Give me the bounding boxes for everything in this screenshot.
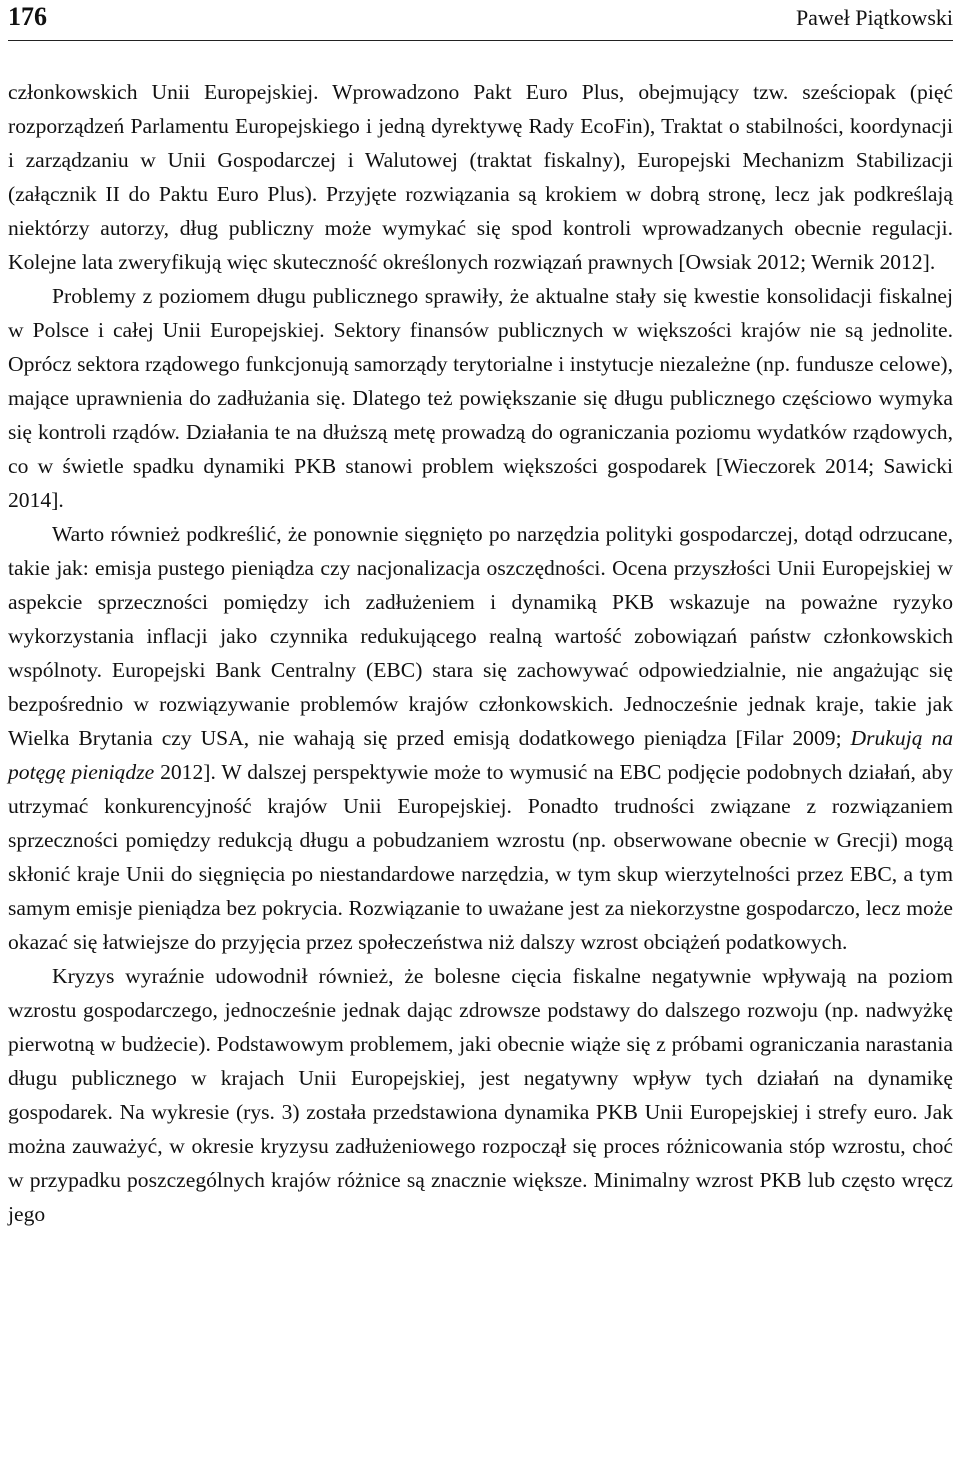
paragraph-3-text-after-italic: 2012]. W dalszej perspektywie może to wymusić na EBC podjęcie podobnych działań, aby utrzymać konkurencyjność krajów Unii Europejskiej. Ponadto trudności związane z rozwiązaniem sprzeczności pomiędzy redukcją długu a pobudzaniem wzrostu (np. obserwowane obecnie w Grecji) mogą skłonić kraje Unii do sięgnięcia po niestandardowe narzędzia, w tym skup wierzytelności przez EBC, a tym samym emisje pieniądza bez pokrycia. Rozwiązanie to uważane jest za niekorzystne gospodarczo, lecz może okazać się łatwiejsze do przyjęcia przez społeczeństwa niż dalszy wzrost obciążeń podatkowych.	[8, 760, 953, 954]
paragraph-2: Problemy z poziomem długu publicznego sprawiły, że aktualne stały się kwestie konsolidacji fiskalnej w Polsce i całej Unii Europejskiej. Sektory finansów publicznych w większości krajów nie są jednolite. Oprócz sektora rządowego funkcjonują samorządy terytorialne i instytucje niezależne (np. fundusze celowe), mające uprawnienia do zadłużania się. Dlatego też powiększanie się długu publicznego częściowo wymyka się kontroli rządów. Działania te na dłuższą metę prowadzą do ograniczania poziomu wydatków rządowych, co w świetle spadku dynamiki PKB stanowi problem większości gospodarek [Wieczorek 2014; Sawicki 2014].	[8, 284, 953, 512]
paragraph-3-text-before-italic: Warto również podkreślić, że ponownie sięgnięto po narzędzia polityki gospodarczej, dotąd odrzucane, takie jak: emisja pustego pieniądza czy nacjonalizacja oszczędności. Ocena przyszłości Unii Europejskiej w aspekcie sprzeczności pomiędzy ich zadłużeniem i dynamiką PKB wskazuje na poważne ryzyko wykorzystania inflacji jako czynnika redukującego realną wartość zobowiązań państw członkowskich wspólnoty. Europejski Bank Centralny (EBC) stara się zachowywać odpowiedzialnie, nie angażując się bezpośrednio w rozwiązywanie problemów krajów członkowskich. Jednocześnie jednak kraje, takie jak Wielka Brytania czy USA, nie wahają się przed emisją dodatkowego pieniądza [Filar 2009;	[8, 522, 953, 750]
paragraph-3	[8, 517, 953, 959]
running-head-author: Paweł Piątkowski	[795, 5, 953, 30]
italic-citation-title: Drukują na potęgę pieniądze	[8, 726, 954, 784]
page-header	[8, 0, 953, 41]
body-text	[8, 75, 953, 1231]
paragraph-4: Kryzys wyraźnie udowodnił również, że bolesne cięcia fiskalne negatywnie wpływają na poziom wzrostu gospodarczego, jednocześnie jednak dając zdrowsze podstawy do dalszego rozwoju (np. nadwyżkę pierwotną w budżecie). Podstawowym problemem, jaki obecnie wiąże się z próbami ograniczania narastania długu publicznego w krajach Unii Europejskiej, jest negatywny wpływ tych działań na dynamikę gospodarek. Na wykresie (rys. 3) została przedstawiona dynamika PKB Unii Europejskiej i strefy euro. Jak można zauważyć, w okresie kryzysu zadłużeniowego rozpoczął się proces różnicowania stóp wzrostu, choć w przypadku poszczególnych krajów różnice są znacznie większe. Minimalny wzrost PKB lub często wręcz jego	[8, 964, 953, 1226]
book-page	[8, 0, 953, 1479]
paragraph-1: członkowskich Unii Europejskiej. Wprowadzono Pakt Euro Plus, obejmujący tzw. sześciopak (pięć rozporządzeń Parlamentu Europejskiego i jedną dyrektywę Rady EcoFin), Traktat o stabilności, koordynacji i zarządzaniu w Unii Gospodarczej i Walutowej (traktat fiskalny), Europejski Mechanizm Stabilizacji (załącznik II do Paktu Euro Plus). Przyjęte rozwiązania są krokiem w dobrą stronę, lecz jak podkreślają niektórzy autorzy, dług publiczny może wymykać się spod kontroli wprowadzanych obecnie regulacji. Kolejne lata zweryfikują więc skuteczność określonych rozwiązań prawnych [Owsiak 2012; Wernik 2012].	[8, 80, 953, 274]
page-number: 176	[8, 2, 47, 31]
